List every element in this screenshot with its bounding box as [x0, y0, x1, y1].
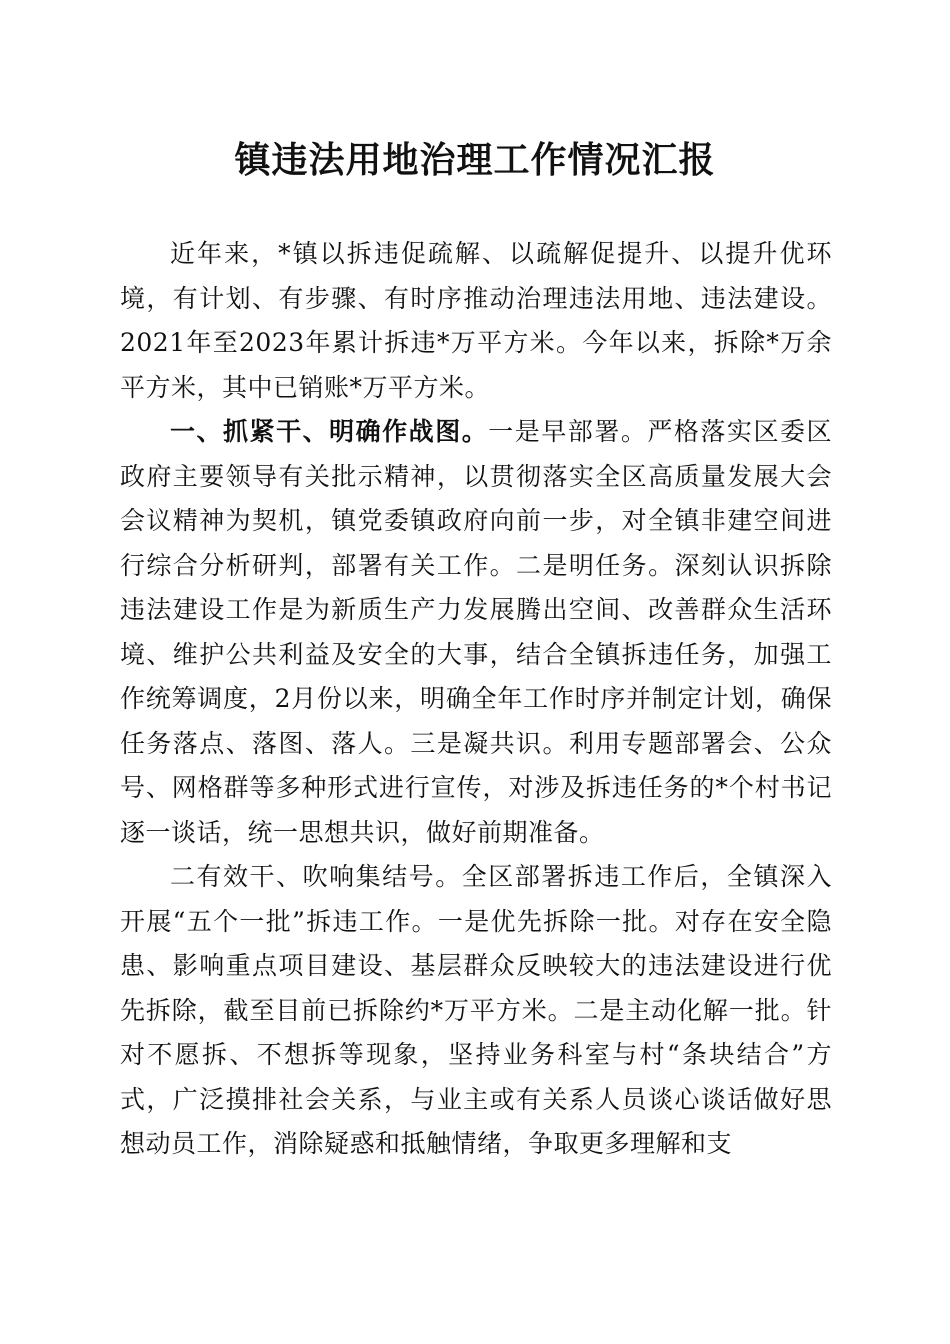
document-title: 镇违法用地治理工作情况汇报	[234, 139, 716, 181]
section-one-text: 一是早部署。严格落实区委区政府主要领导有关批示精神，以贯彻落实全区高质量发展大会会议精神为契机，镇党委镇政府向前一步，对全镇非建空间进行综合分析研判，部署有关工作。二是明任务。深刻认识拆除违法建设工作是为新质生产力发展腾出空间、改善群众生活环境、维护公共利益及安全的大事，结合全镇拆违任务，加强工作统筹调度，2月份以来，明确全年工作时序并制定计划，确保任务落点、落图、落人。三是凝共识。利用专题部署会、公众号、网格群等多种形式进行宣传，对涉及拆违任务的*个村书记逐一谈话，统一思想共识，做好前期准备。	[120, 417, 832, 847]
section-one-heading: 一、抓紧干、明确作战图。	[170, 417, 489, 446]
paragraph-section-one	[120, 410, 832, 855]
paragraph-section-two	[120, 855, 832, 1167]
paragraph-intro	[120, 232, 832, 410]
paragraph-intro-text: 近年来，*镇以拆违促疏解、以疏解促提升、以提升优环境，有计划、有步骤、有时序推动治理违法用地、违法建设。2021年至2023年累计拆违*万平方米。今年以来，拆除*万余平方米，其中已销账*万平方米。	[120, 239, 832, 402]
section-two-text: 二有效干、吹响集结号。全区部署拆违工作后，全镇深入开展“五个一批”拆违工作。一是优先拆除一批。对存在安全隐患、影响重点项目建设、基层群众反映较大的违法建设进行优先拆除，截至目前已拆除约*万平方米。二是主动化解一批。针对不愿拆、不想拆等现象，坚持业务科室与村“条块结合”方式，广泛摸排社会关系，与业主或有关系人员谈心谈话做好思想动员工作，消除疑惑和抵触情绪，争取更多理解和支	[120, 862, 832, 1158]
document-body	[120, 232, 832, 1167]
